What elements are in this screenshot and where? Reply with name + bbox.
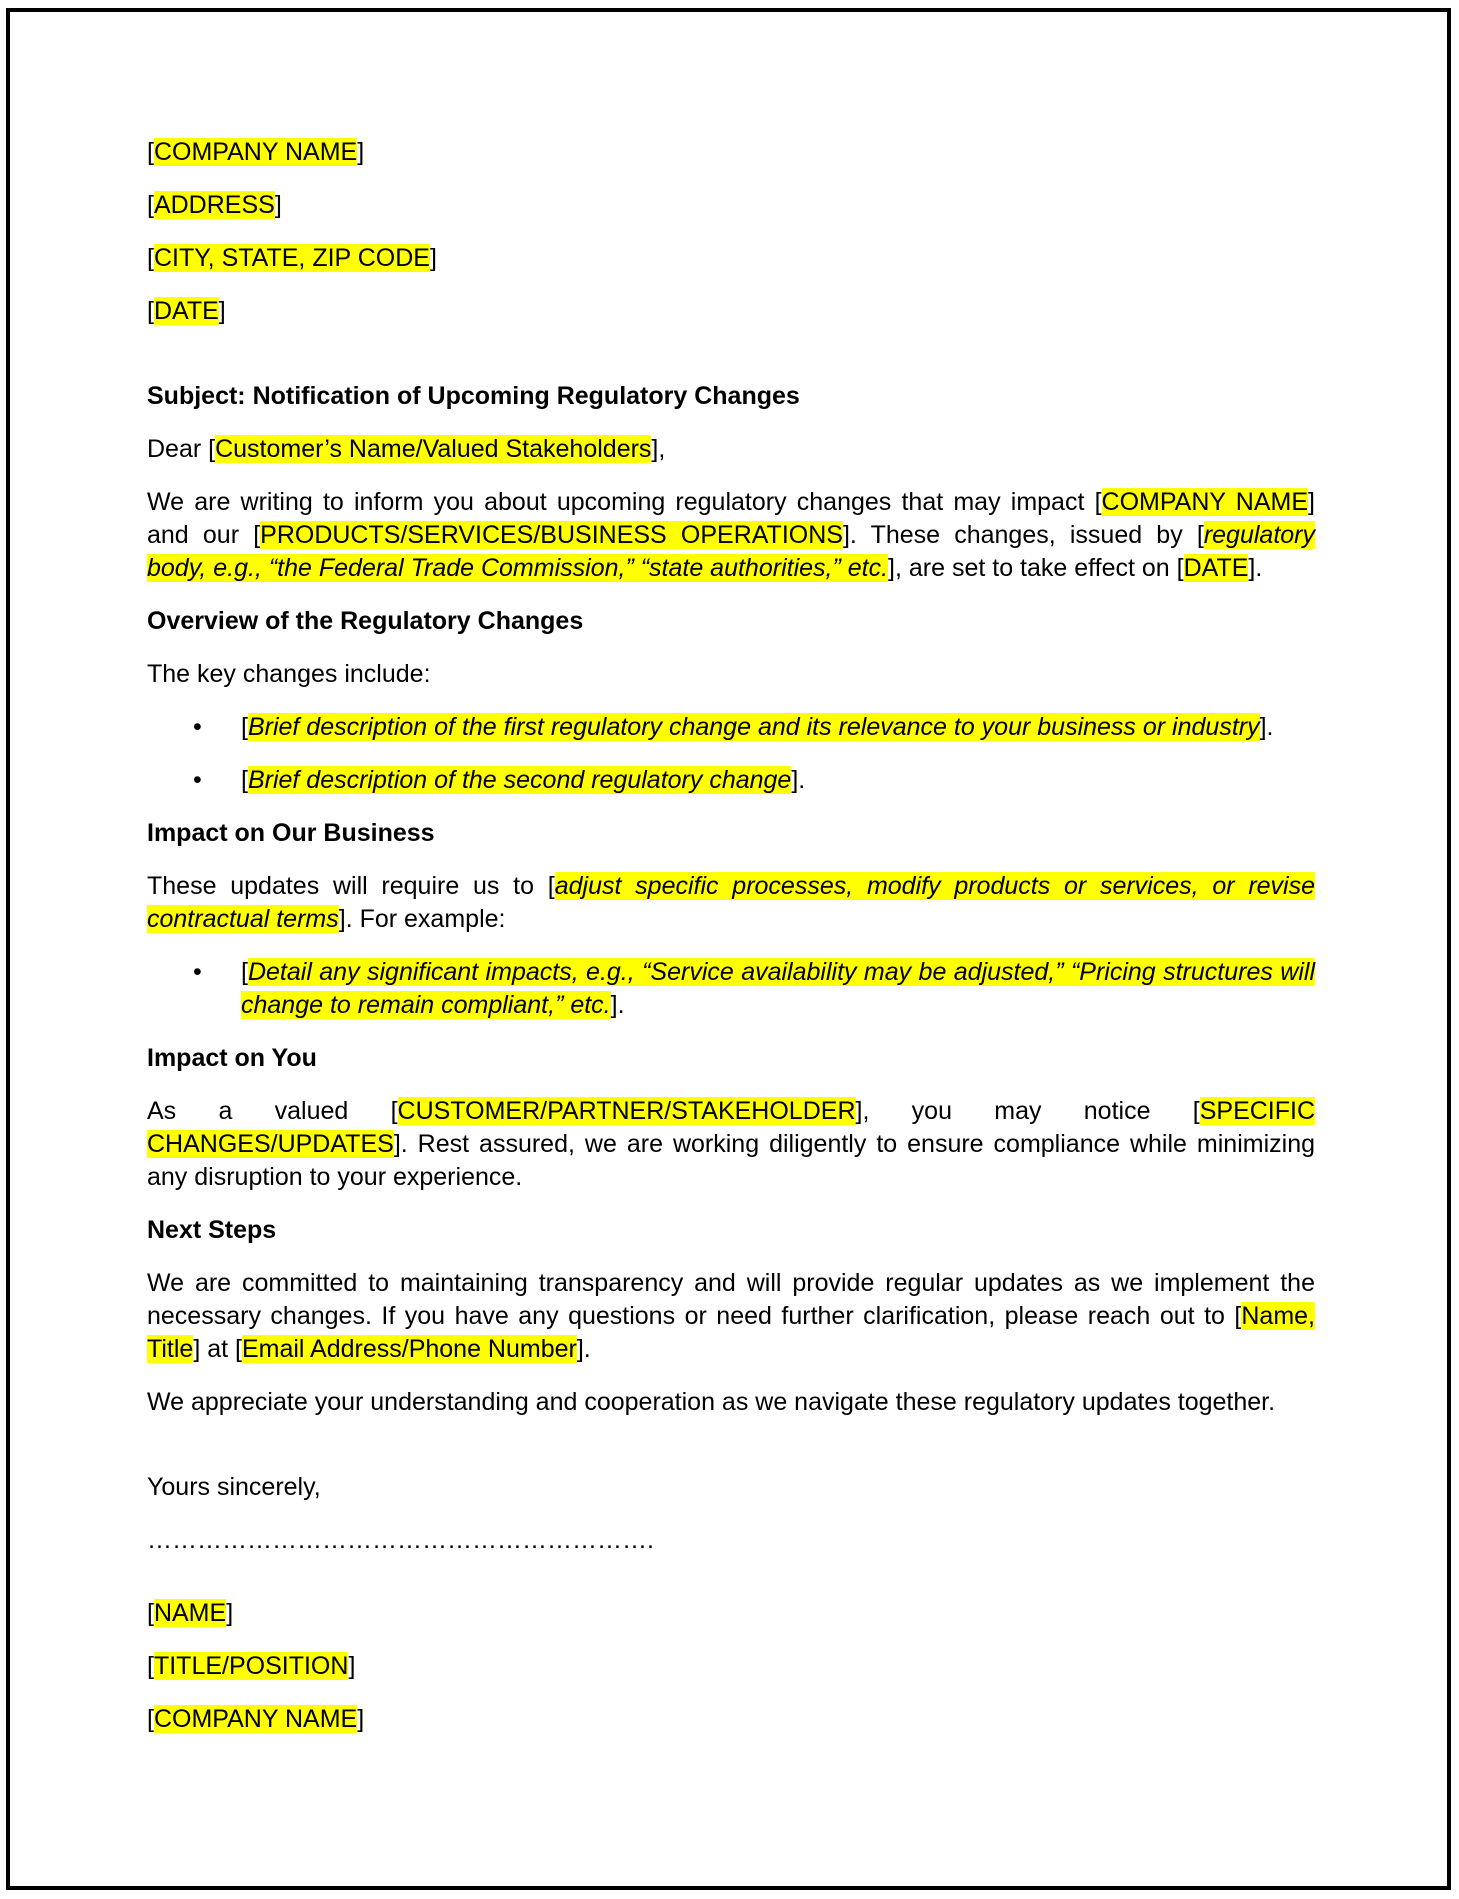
signature-company-placeholder: COMPANY NAME [153, 1705, 358, 1733]
business-list [147, 956, 1315, 1022]
intro-paragraph: We are writing to inform you about upcoming regulatory changes that may impact [COMPANY NAME] and our [PRODUCTS/SERVICES/BUSINESS OPERATIONS]. These changes, issued by [regulatory body, e.g., “the Federal Trade Commission,” “state authorities,” etc.], are set to take effect on [DATE]. [147, 488, 1315, 582]
you-paragraph: As a valued [CUSTOMER/PARTNER/STAKEHOLDER], you may notice [SPECIFIC CHANGES/UPDATES]. Rest assured, we are working diligently to ensure compliance while minimizing any disruption to your experience. [147, 1097, 1316, 1191]
intro-company-placeholder: COMPANY NAME [1101, 488, 1309, 516]
address-street-line: [ADDRESS] [147, 191, 282, 219]
recipient-placeholder: Customer’s Name/Valued Stakeholders [215, 435, 652, 463]
subject-line: Subject: Notification of Upcoming Regulatory Changes [147, 382, 800, 410]
signature-name-placeholder: NAME [153, 1599, 227, 1627]
business-heading: Impact on Our Business [147, 819, 435, 847]
business-actions-placeholder: adjust specific processes, modify products or services, or revise contractual terms [147, 872, 1316, 933]
address-company-line: [COMPANY NAME] [147, 138, 365, 166]
company-placeholder: COMPANY NAME [153, 138, 358, 166]
bullet-icon: • [193, 766, 202, 794]
salutation: Dear [Customer’s Name/Valued Stakeholders], [147, 435, 666, 463]
you-role-placeholder: CUSTOMER/PARTNER/STAKEHOLDER [397, 1097, 856, 1125]
overview-lead: The key changes include: [147, 660, 431, 688]
address-placeholder: ADDRESS [153, 191, 275, 219]
signoff: Yours sincerely, [147, 1473, 321, 1501]
contact-details-placeholder: Email Address/Phone Number [241, 1335, 577, 1363]
signature-company-line: [COMPANY NAME] [147, 1705, 365, 1733]
overview-item-placeholder: Brief description of the second regulatory change [247, 766, 792, 794]
you-heading: Impact on You [147, 1044, 317, 1072]
intro-regulator-placeholder: regulatory body, e.g., “the Federal Trade Commission,” “state authorities,” etc. [147, 521, 1315, 582]
signature-title-placeholder: TITLE/POSITION [153, 1652, 349, 1680]
signature-name-line: [NAME] [147, 1599, 234, 1627]
overview-list [147, 711, 1315, 797]
intro-products-placeholder: PRODUCTS/SERVICES/BUSINESS OPERATIONS [260, 521, 843, 549]
address-block [147, 136, 1315, 328]
address-date-line: [DATE] [147, 297, 226, 325]
address-city-line: [CITY, STATE, ZIP CODE] [147, 244, 437, 272]
list-item: • [Brief description of the first regulatory change and its relevance to your business or industry]. [147, 711, 1315, 744]
list-item: • [Brief description of the second regulatory change]. [147, 764, 1315, 797]
signature-block [147, 1597, 1315, 1736]
next-paragraph: We are committed to maintaining transparency and will provide regular updates as we implement the necessary changes. If you have any questions or need further clarification, please reach out to [Name, Title] at [Email Address/Phone Number]. [147, 1269, 1315, 1363]
date-placeholder: DATE [153, 297, 219, 325]
signature-title-line: [TITLE/POSITION] [147, 1652, 356, 1680]
city-placeholder: CITY, STATE, ZIP CODE [153, 244, 430, 272]
you-changes-placeholder: SPECIFIC CHANGES/UPDATES [147, 1097, 1316, 1158]
letter-body [147, 136, 1315, 1756]
intro-date-placeholder: DATE [1183, 554, 1249, 582]
list-item: • [Detail any significant impacts, e.g., “Service availability may be adjusted,” “Pricing structures will change to remain compliant,” etc.]. [193, 958, 1315, 1019]
next-heading: Next Steps [147, 1216, 277, 1244]
bullet-icon: • [193, 958, 202, 986]
signature-line: ……………………………………………………. [147, 1526, 654, 1554]
business-impact-placeholder: Detail any significant impacts, e.g., “Service availability may be adjusted,” “Pricing structures will change to remain compliant,” etc. [241, 958, 1315, 1019]
bullet-icon: • [193, 713, 202, 741]
overview-heading: Overview of the Regulatory Changes [147, 607, 584, 635]
contact-name-placeholder: Name, Title [147, 1302, 1315, 1363]
business-paragraph: These updates will require us to [adjust specific processes, modify products or services, or revise contractual terms]. For example: [147, 872, 1316, 933]
overview-item-placeholder: Brief description of the first regulatory change and its relevance to your business or industry [247, 713, 1260, 741]
closing-line: We appreciate your understanding and cooperation as we navigate these regulatory updates together. [147, 1388, 1276, 1416]
